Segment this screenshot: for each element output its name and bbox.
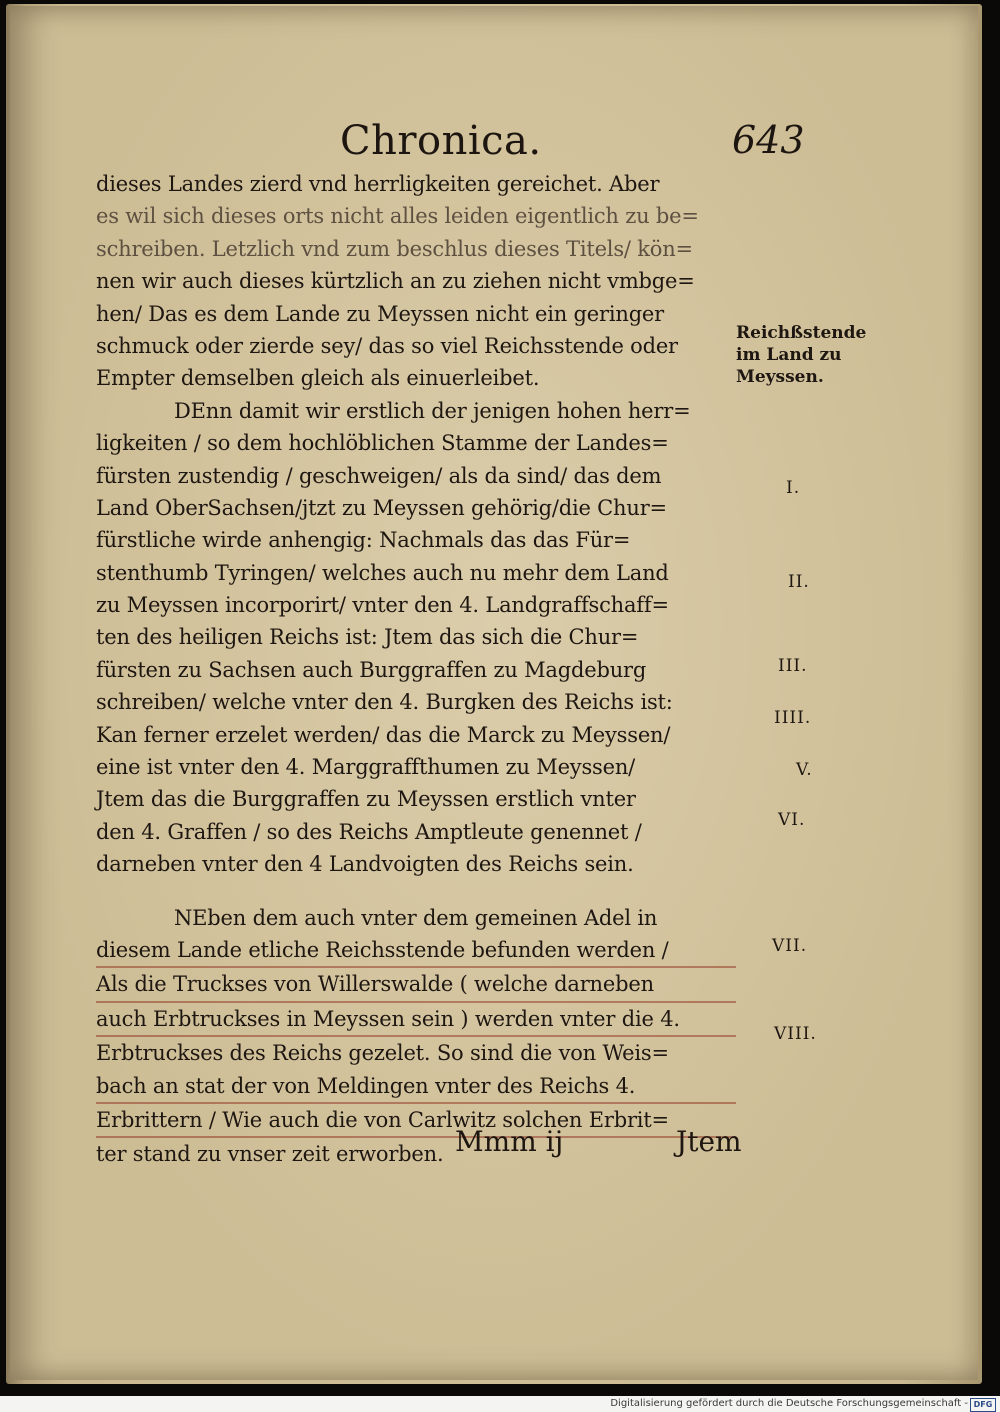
body-text	[96, 168, 736, 1171]
text-line: DEnn damit wir erstlich der jenigen hohen herr=	[174, 398, 691, 423]
digitization-footer	[0, 1396, 1000, 1412]
margin-numeral: III.	[778, 656, 808, 676]
margin-numeral: II.	[788, 572, 810, 592]
text-line: diesem Lande etliche Reichsstende befunden werden /	[96, 934, 736, 968]
marginal-note-line: Reichßstende	[736, 323, 867, 343]
marginal-note-line: Meyssen.	[736, 367, 824, 387]
text-line: schreiben/ welche vnter den 4. Burgken des Reichs ist:	[96, 690, 673, 715]
text-line: Jtem das die Burggraffen zu Meyssen erstlich vnter	[96, 787, 636, 812]
text-line: ligkeiten / so dem hochlöblichen Stamme der Landes=	[96, 431, 669, 456]
text-line: Erbrittern / Wie auch die von Carlwitz solchen Erbrit=	[96, 1104, 736, 1138]
text-line: den 4. Graffen / so des Reichs Amptleute genennet /	[96, 819, 642, 844]
paragraph-gap	[96, 881, 736, 902]
margin-numeral: V.	[796, 760, 813, 780]
running-title: Chronica.	[340, 118, 542, 164]
text-line: nen wir auch dieses kürtzlich an zu ziehen nicht vmbge=	[96, 269, 695, 294]
margin-numeral: VI.	[778, 810, 806, 830]
text-line: ten des heiligen Reichs ist: Jtem das sich die Chur=	[96, 625, 639, 650]
text-line: fürstliche wirde anhengig: Nachmals das das Für=	[96, 528, 631, 553]
text-line: stenthumb Tyringen/ welches auch nu mehr dem Land	[96, 560, 669, 585]
text-line: schreiben. Letzlich vnd zum beschlus dieses Titels/ kön=	[96, 236, 693, 261]
text-line: es wil sich dieses orts nicht alles leiden eigentlich zu be=	[96, 204, 699, 229]
page-number: 643	[732, 118, 805, 162]
text-line: schmuck oder zierde sey/ das so viel Reichsstende oder	[96, 333, 678, 358]
catchword: Jtem	[676, 1125, 742, 1158]
text-line: fürsten zustendig / geschweigen/ als da sind/ das dem	[96, 463, 662, 488]
text-line: Als die Truckses von Willerswalde ( welche darneben	[96, 968, 736, 1002]
dfg-logo: DFG	[970, 1398, 996, 1412]
text-line: zu Meyssen incorporirt/ vnter den 4. Landgraffschaff=	[96, 593, 669, 618]
text-line: bach an stat der von Meldingen vnter des Reichs 4.	[96, 1070, 736, 1104]
marginal-note-line: im Land zu	[736, 345, 842, 365]
signature-mark: Mmm ij	[455, 1125, 564, 1158]
margin-numeral: I.	[786, 478, 801, 498]
text-line: eine ist vnter den 4. Marggraffthumen zu Meyssen/	[96, 755, 636, 780]
text-line: auch Erbtruckses in Meyssen sein ) werden vnter die 4.	[96, 1003, 736, 1037]
text-line: Erbtruckses des Reichs gezelet. So sind die von Weis=	[96, 1041, 669, 1066]
text-line: darneben vnter den 4 Landvoigten des Reichs sein.	[96, 852, 634, 877]
margin-numeral: VIII.	[774, 1024, 817, 1044]
footer-credit: Digitalisierung gefördert durch die Deutsche Forschungsgemeinschaft -	[610, 1398, 968, 1409]
text-line: fürsten zu Sachsen auch Burggraffen zu Magdeburg	[96, 657, 647, 682]
text-line: hen/ Das es dem Lande zu Meyssen nicht ein geringer	[96, 301, 664, 326]
margin-numeral: VII.	[772, 936, 808, 956]
text-line: dieses Landes zierd vnd herrligkeiten gereichet. Aber	[96, 172, 660, 196]
text-line: Empter demselben gleich als einuerleibet.	[96, 366, 540, 391]
marginal-note	[736, 322, 866, 388]
text-line: Land OberSachsen/jtzt zu Meyssen gehörig/die Chur=	[96, 495, 667, 520]
margin-numeral: IIII.	[774, 708, 812, 728]
text-line: NEben dem auch vnter dem gemeinen Adel in	[174, 905, 658, 930]
text-line: ter stand zu vnser zeit erworben.	[96, 1142, 444, 1167]
text-line: Kan ferner erzelet werden/ das die Marck zu Meyssen/	[96, 722, 671, 747]
